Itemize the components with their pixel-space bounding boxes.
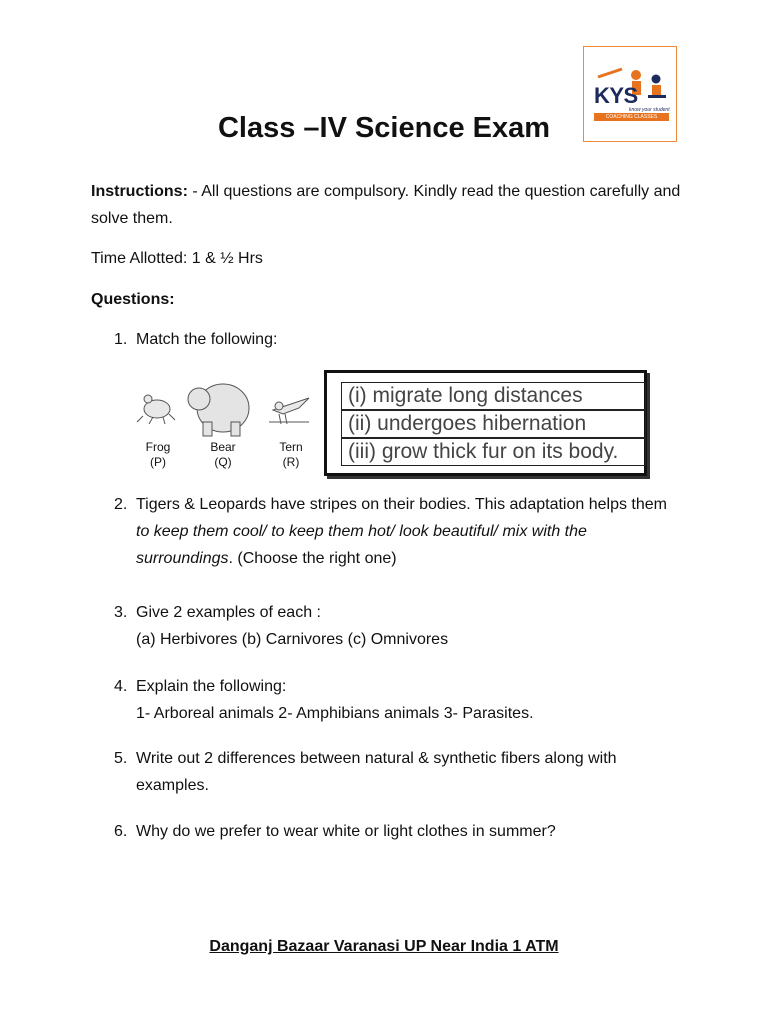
instructions-label: Instructions: xyxy=(91,183,188,200)
q2-text-a: Tigers & Leopards have stripes on their bodies. This adaptation helps them xyxy=(136,496,667,513)
animal-code: (Q) xyxy=(214,455,232,469)
q4-number: 4. xyxy=(114,678,128,695)
q4-line2: 1- Arboreal animals 2- Amphibians animals 3- Parasites. xyxy=(136,705,534,722)
q6-number: 6. xyxy=(114,823,128,840)
animal-images xyxy=(133,372,315,480)
footer-address: Danganj Bazaar Varanasi UP Near India 1 ATM xyxy=(209,938,559,955)
logo-tagline: know your student xyxy=(629,107,670,113)
animal-code: (P) xyxy=(150,455,166,469)
animal-code: (R) xyxy=(282,455,300,469)
animal-name: Frog xyxy=(145,440,171,454)
match-option-3: (iii) grow thick fur on its body. xyxy=(341,438,646,466)
q4-text xyxy=(136,673,681,727)
match-options-box xyxy=(324,370,647,476)
q3-line2: (a) Herbivores (b) Carnivores (c) Omnivores xyxy=(136,631,449,648)
q3-text xyxy=(136,599,681,653)
logo-text: KYS xyxy=(594,83,638,108)
questions-heading: Questions: xyxy=(91,291,175,308)
q1-text: Match the following: xyxy=(136,331,278,348)
instructions-text: - All questions are compulsory. Kindly read the question carefully and solve them. xyxy=(91,183,681,227)
frog-icon xyxy=(137,395,175,424)
animal-label-bear xyxy=(203,440,243,470)
time-allotted: Time Allotted: 1 & ½ Hrs xyxy=(91,250,263,267)
q2-number: 2. xyxy=(114,496,128,513)
q6-text: Why do we prefer to wear white or light clothes in summer? xyxy=(136,823,556,840)
bear-icon xyxy=(188,384,249,436)
tern-icon xyxy=(269,398,309,424)
q5-text: Write out 2 differences between natural & synthetic fibers along with examples. xyxy=(136,750,617,794)
q2-text xyxy=(136,491,681,572)
logo-band: COACHING CLASSES xyxy=(594,113,669,121)
q1-number: 1. xyxy=(114,331,128,348)
animal-label-frog xyxy=(138,440,178,470)
match-option-1: (i) migrate long distances xyxy=(341,382,646,410)
q3-line1: Give 2 examples of each : xyxy=(136,604,321,621)
match-option-2: (ii) undergoes hibernation xyxy=(341,410,646,438)
q2-text-b: . (Choose the right one) xyxy=(228,550,397,567)
q3-number: 3. xyxy=(114,604,128,621)
q4-line1: Explain the following: xyxy=(136,678,287,695)
animal-label-tern xyxy=(271,440,311,470)
q2-choices: to keep them cool/ to keep them hot/ look beautiful/ mix with the surroundings xyxy=(136,523,587,567)
page-title: Class –IV Science Exam xyxy=(217,112,551,144)
animal-name: Tern xyxy=(279,440,303,454)
q5-number: 5. xyxy=(114,750,128,767)
animal-name: Bear xyxy=(210,440,236,454)
instructions xyxy=(91,178,681,232)
